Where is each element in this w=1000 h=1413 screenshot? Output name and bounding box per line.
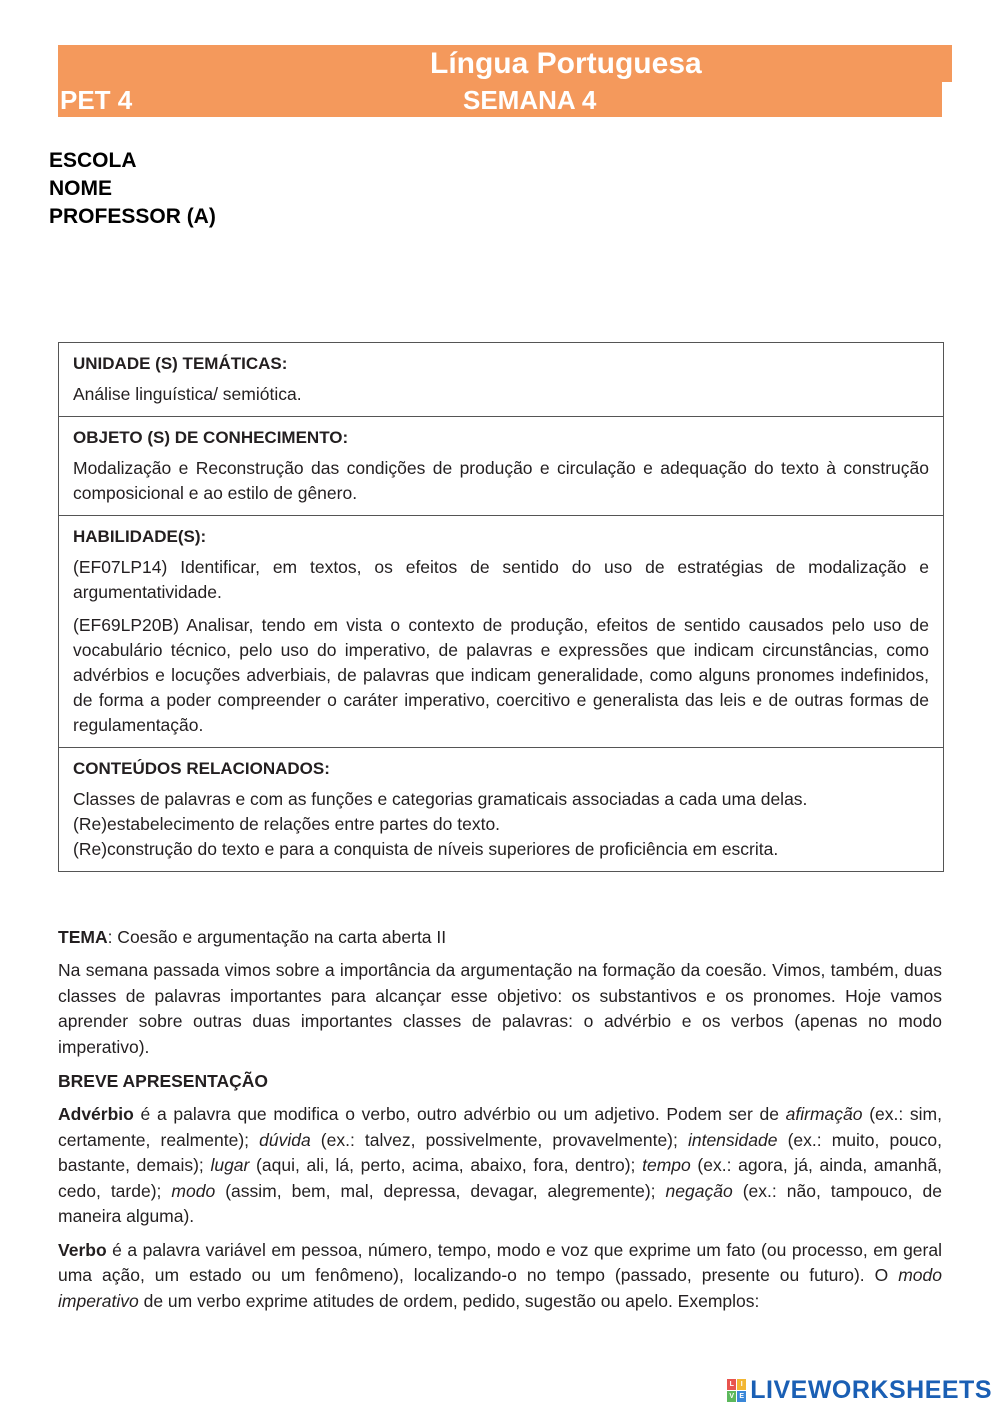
text-run: (ex.: agora, já, ainda, amanhã, cedo, tarde);: [58, 1155, 943, 1201]
habilidade-ef07lp14: (EF07LP14) Identificar, em textos, os efeitos de sentido do uso de estratégias de modalização e argumentatividade.: [73, 557, 929, 602]
text-run: é a palavra que modifica o verbo, outro advérbio ou um adjetivo. Podem ser de: [133, 1104, 786, 1124]
teacher-field-label: PROFESSOR (A): [49, 205, 216, 228]
text-run: (assim, bem, mal, depressa, devagar, alegremente);: [215, 1180, 666, 1201]
unidade-heading: UNIDADE (S) TEMÁTICAS:: [73, 354, 288, 373]
objeto-cell: [59, 416, 943, 515]
italic-term: dúvida: [259, 1129, 311, 1150]
conteudos-list: [73, 787, 929, 862]
unidade-text: Análise linguística/ semiótica.: [73, 384, 302, 404]
verbo-term: Verbo: [58, 1239, 107, 1260]
watermark-text: LIVEWORKSHEETS: [750, 1376, 992, 1404]
week-label: SEMANA 4: [463, 85, 597, 115]
text-run: (aqui, ali, lá, perto, acima, abaixo, fora, dentro);: [249, 1155, 643, 1175]
habilidade-heading: HABILIDADE(S):: [73, 527, 207, 546]
lesson-body: [58, 924, 942, 1322]
logo-letter: E: [737, 1391, 746, 1402]
tema-text: : Coesão e argumentação na carta aberta II: [107, 927, 447, 947]
name-field-label: NOME: [49, 177, 112, 200]
italic-term: intensidade: [687, 1129, 778, 1150]
subject-title: Língua Portuguesa: [430, 47, 702, 80]
unidade-cell: [59, 343, 943, 416]
liveworksheets-logo-icon: [727, 1379, 746, 1402]
curriculum-table: [58, 342, 944, 872]
text-run: de um verbo exprime atitudes de ordem, pedido, sugestão ou apelo. Exemplos:: [138, 1290, 760, 1311]
italic-term: negação: [665, 1180, 733, 1201]
adverbio-paragraph: [58, 1102, 942, 1230]
italic-term: lugar: [210, 1155, 250, 1175]
italic-term: tempo: [642, 1155, 691, 1175]
text-run: é a palavra variável em pessoa, número, tempo, modo e voz que exprime um fato (ou processo, em geral uma ação, um estado ou um fenômeno), localizando-o no tempo (passado, presente ou futuro). O: [58, 1239, 942, 1285]
text-run: (ex.: sim, certamente, realmente);: [58, 1104, 942, 1150]
verbo-paragraph: [58, 1238, 942, 1315]
pet-label: PET 4: [60, 85, 133, 115]
school-field-label: ESCOLA: [49, 149, 137, 172]
italic-term: modo imperativo: [58, 1265, 942, 1311]
conteudos-item: (Re)construção do texto e para a conquista de níveis superiores de proficiência em escrita.: [73, 839, 779, 859]
text-run: (ex.: muito, pouco, bastante, demais);: [58, 1129, 943, 1175]
conteudos-cell: [59, 747, 943, 871]
habilidade-cell: [59, 515, 943, 747]
tema-line: [58, 924, 942, 950]
liveworksheets-watermark: [727, 1376, 992, 1405]
tema-label: TEMA: [58, 927, 108, 947]
conteudos-item: (Re)estabelecimento de relações entre partes do texto.: [73, 814, 501, 834]
conteudos-item: Classes de palavras e com as funções e categorias gramaticais associadas a cada uma delas.: [73, 789, 808, 809]
italic-term: modo: [171, 1180, 216, 1201]
habilidade-ef69lp20b: (EF69LP20B) Analisar, tendo em vista o contexto de produção, efeitos de sentido causados pelo uso de vocabulário técnico, pelo uso do imperativo, de palavras e expressões que indicam circunstâncias, como advérbios e locuções adverbiais, de palavras que indicam generalidade, como alguns pronomes indefinidos, de forma a poder compreender o caráter imperativo, coercitivo e generalista das leis e de outras formas de regulamentação.: [73, 615, 929, 735]
objeto-heading: OBJETO (S) DE CONHECIMENTO:: [73, 428, 349, 447]
identification-fields: [49, 147, 216, 231]
italic-term: afirmação: [785, 1104, 863, 1124]
text-run: (ex.: talvez, possivelmente, provavelmente);: [310, 1129, 688, 1150]
conteudos-heading: CONTEÚDOS RELACIONADOS:: [73, 759, 330, 778]
logo-letter: I: [737, 1379, 746, 1390]
adverbio-term: Advérbio: [58, 1104, 134, 1124]
text-run: (ex.: não, tampouco, de maneira alguma).: [58, 1180, 942, 1226]
section-title: BREVE APRESENTAÇÃO: [58, 1071, 269, 1091]
logo-letter: V: [727, 1391, 736, 1402]
logo-letter: L: [727, 1379, 736, 1390]
objeto-text: Modalização e Reconstrução das condições de produção e circulação e adequação do texto à construção composicional e ao estilo de gênero.: [73, 458, 929, 503]
intro-paragraph: Na semana passada vimos sobre a importância da argumentação na formação da coesão. Vimos, também, duas classes de palavras importantes para alcançar esse objetivo: os substantivos e os pronomes. Hoje vamos aprender sobre outras duas importantes classes de palavras: o advérbio e os verbos (apenas no modo imperativo).: [58, 960, 942, 1057]
